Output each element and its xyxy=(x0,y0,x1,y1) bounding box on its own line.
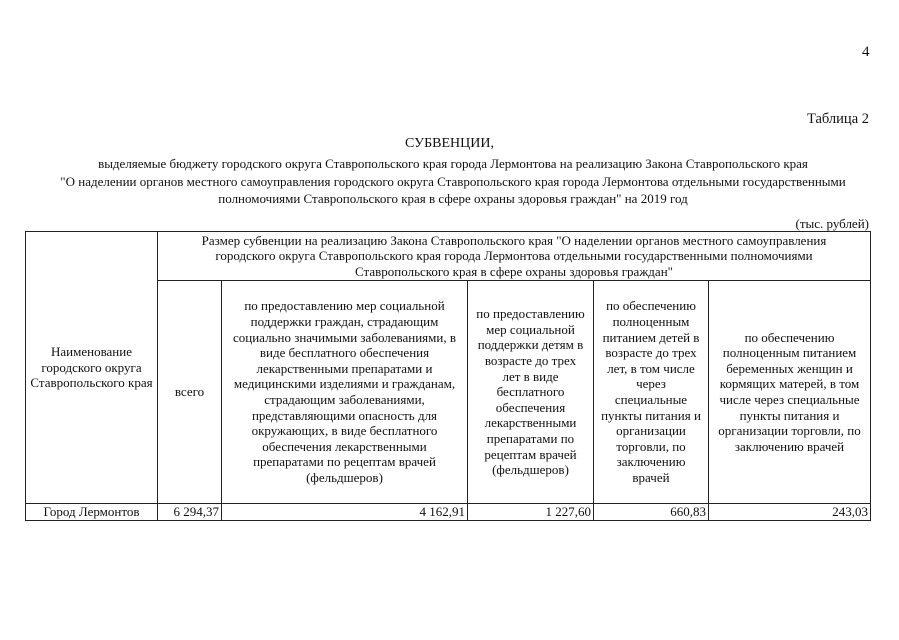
table-label: Таблица 2 xyxy=(806,111,869,127)
unit-label: (тыс. рублей) xyxy=(795,216,869,231)
row-name: Город Лермонтов xyxy=(26,504,158,521)
subsidy-table xyxy=(25,231,871,521)
column-header-children-nutrition: по обеспечению полноценным питанием детей в возрасте до трех лет, в том числе через специальные пункты питания и организации торговли, по заключению врачей xyxy=(594,281,709,504)
column-header-mothers-nutrition: по обеспечению полноценным питанием беременных женщин и кормящих матерей, в том числе через специальные пункты питания и организации торговли, по заключению врачей xyxy=(709,281,871,504)
cell-social-support: 4 162,91 xyxy=(222,504,468,521)
table-row xyxy=(26,504,871,521)
column-header-social-support: по предоставлению мер социальной поддержки граждан, страдающим социально значимыми заболеваниями, в виде бесплатного обеспечения лекарственными препаратами и медицинскими изделиями и гражданам, страдающим заболеваниями, представляющими опасность для окружающих, в виде бесплатного обеспечения лекарственными препаратами по рецептам врачей (фельдшеров) xyxy=(222,281,468,504)
subtitle-line: полномочиями Ставропольского края в сфере охраны здоровья граждан" на 2019 год xyxy=(218,191,688,206)
cell-children-medicines: 1 227,60 xyxy=(468,504,594,521)
document-title: СУБВЕНЦИИ, xyxy=(405,136,494,151)
group-column-header: Размер субвенции на реализацию Закона Ставропольского края "О наделении органов местного самоуправления городского округа Ставропольского края города Лермонтова отдельными государственными полномочиями Ставропольского края в сфере охраны здоровья граждан" xyxy=(158,232,871,281)
cell-mothers-nutrition: 243,03 xyxy=(709,504,871,521)
document-subtitle xyxy=(28,155,878,208)
cell-children-nutrition: 660,83 xyxy=(594,504,709,521)
column-header-total: всего xyxy=(158,281,222,504)
column-header-children-medicines: по предоставлению мер социальной поддержки детям в возрасте до трех лет в виде бесплатного обеспечения лекарственными препаратами по рецептам врачей (фельдшеров) xyxy=(468,281,594,504)
table-header-row xyxy=(26,232,871,281)
name-column-header: Наименование городского округа Ставропольского края xyxy=(26,232,158,504)
subtitle-line: выделяемые бюджету городского округа Ставропольского края города Лермонтова на реализацию Закона Ставропольского края xyxy=(98,156,808,171)
subtitle-line: "О наделении органов местного самоуправления городского округа Ставропольского края города Лермонтова отдельными государственными xyxy=(60,173,846,189)
cell-total: 6 294,37 xyxy=(158,504,222,521)
page-number: 4 xyxy=(862,44,870,60)
